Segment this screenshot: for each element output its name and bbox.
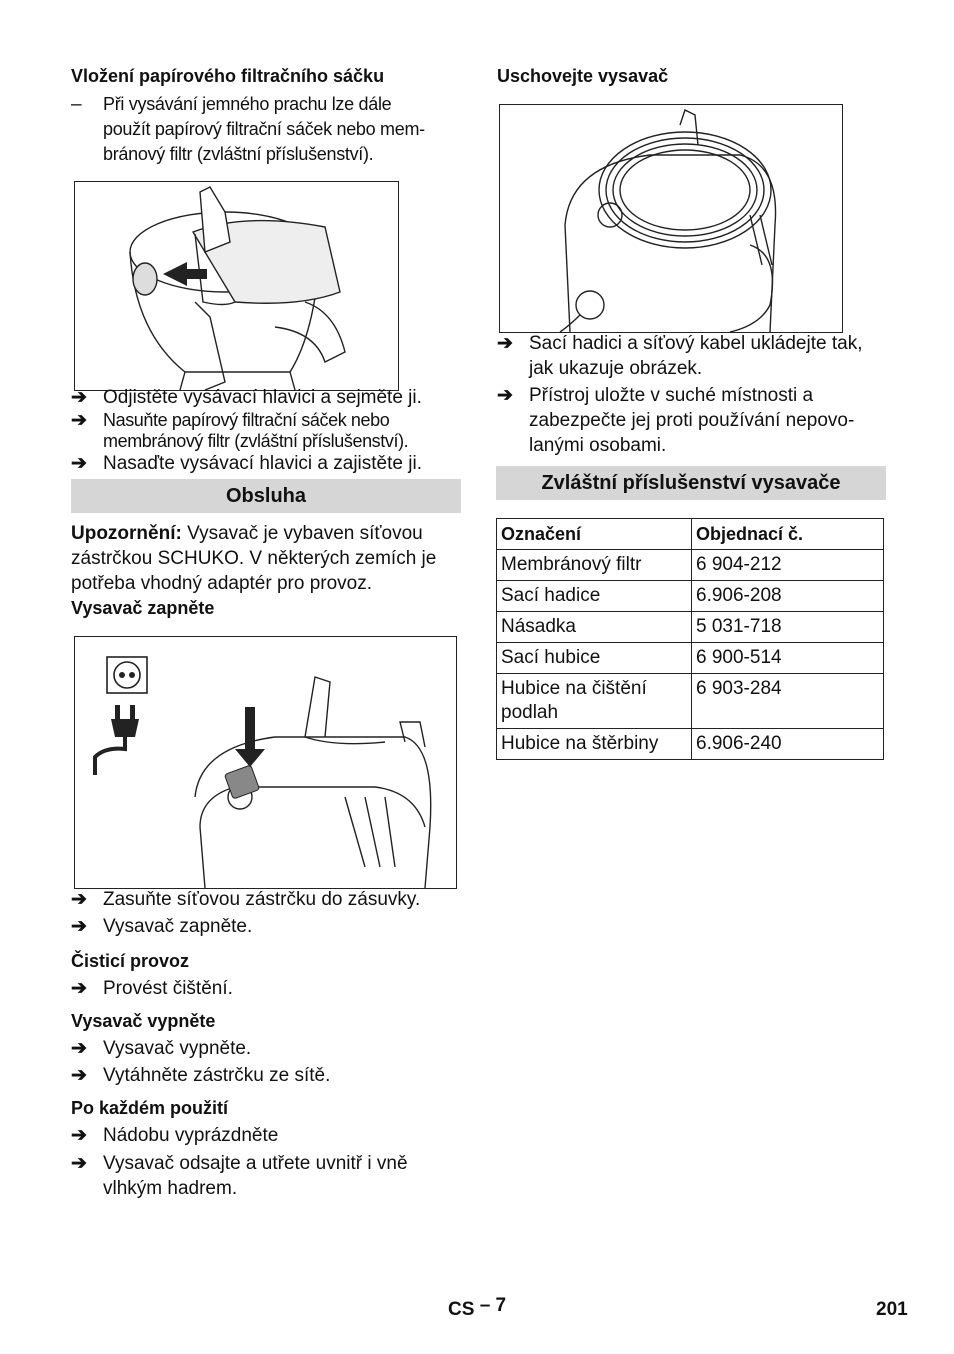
table-row xyxy=(497,612,884,643)
table-cell: Hubice na štěrbiny xyxy=(497,729,692,760)
table-cell: Hubice na čištění podlah xyxy=(497,674,692,729)
step-unplug: ➔ Vytáhněte zástrčku ze sítě. xyxy=(71,1065,331,1086)
step-insert-bag: ➔ Nasuňte papírový filtrační sáček nebo membránový filtr (zvláštní příslušenství). xyxy=(71,410,409,451)
section-band-operation: Obsluha xyxy=(71,479,461,513)
step-store-dry: ➔ Přístroj uložte v suché místnosti a zabezpečte jej proti používání nepovo- lanými osobami. xyxy=(497,385,855,456)
heading-after-use: Po každém použití xyxy=(71,1098,229,1118)
table-cell: Sací hadice xyxy=(497,581,692,612)
table-cell: Násadka xyxy=(497,612,692,643)
arrow-icon: ➔ xyxy=(71,1038,87,1059)
dash-bullet: – xyxy=(71,94,82,115)
step-empty-container: ➔ Nádobu vyprázdněte xyxy=(71,1125,279,1146)
arrow-icon: ➔ xyxy=(71,387,87,408)
arrow-icon: ➔ xyxy=(497,385,513,406)
switch-on-illustration xyxy=(75,637,456,888)
arrow-icon: ➔ xyxy=(71,1125,87,1146)
table-header-row xyxy=(497,519,884,550)
step-clean: ➔ Provést čištění. xyxy=(71,978,233,999)
table-cell: 6.906-208 xyxy=(692,581,884,612)
arrow-icon: ➔ xyxy=(497,333,513,354)
storage-illustration xyxy=(500,105,842,332)
arrow-icon: ➔ xyxy=(71,1065,87,1086)
table-cell: 6 904-212 xyxy=(692,550,884,581)
step-switch-off: ➔ Vysavač vypněte. xyxy=(71,1038,252,1059)
note-schuko: Upozornění: Vysavač je vybaven síťovou zástrčkou SCHUKO. V některých zemích je potřeba vhodný adaptér pro provoz. xyxy=(71,523,437,594)
heading-cleaning: Čisticí provoz xyxy=(71,951,190,971)
column-header: Označení xyxy=(497,519,692,550)
filter-bag-illustration xyxy=(75,182,398,390)
plug-icon xyxy=(95,705,139,775)
arrow-icon: ➔ xyxy=(71,916,87,937)
column-header: Objednací č. xyxy=(692,519,884,550)
footer-language-page: CS – 7 xyxy=(448,1295,507,1320)
table-row xyxy=(497,550,884,581)
step-wipe: ➔ Vysavač odsajte a utřete uvnitř i vně vlhkým hadrem. xyxy=(71,1153,408,1199)
heading-switch-on: Vysavač zapněte xyxy=(71,598,215,618)
footer-page-number: 201 xyxy=(876,1299,908,1320)
step-store-hose: ➔ Sací hadici a síťový kabel ukládejte tak, jak ukazuje obrázek. xyxy=(497,333,863,379)
table-row xyxy=(497,581,884,612)
heading-storage: Uschovejte vysavač xyxy=(497,66,669,86)
table-row xyxy=(497,674,884,729)
table-cell: Membránový filtr xyxy=(497,550,692,581)
table-cell: 6 900-514 xyxy=(692,643,884,674)
arrow-icon: ➔ xyxy=(71,410,87,431)
step-remove-head: ➔ Odjistěte vysávací hlavici a sejměte ji. xyxy=(71,387,422,408)
table-row xyxy=(497,729,884,760)
section-heading-paper-bag: Vložení papírového filtračního sáčku xyxy=(71,66,385,86)
arrow-icon: ➔ xyxy=(71,453,87,474)
press-arrow-icon xyxy=(235,707,265,767)
section-band-accessories: Zvláštní příslušenství vysavače xyxy=(496,466,886,500)
figure-filter-bag xyxy=(74,181,399,391)
arrow-icon: ➔ xyxy=(71,1153,87,1174)
table-row xyxy=(497,643,884,674)
arrow-icon: ➔ xyxy=(71,889,87,910)
table-cell: 5 031-718 xyxy=(692,612,884,643)
table-cell: 6 903-284 xyxy=(692,674,884,729)
step-switch-on: ➔ Vysavač zapněte. xyxy=(71,916,253,937)
accessories-table xyxy=(496,518,884,760)
step-attach-head: ➔ Nasaďte vysávací hlavici a zajistěte ji. xyxy=(71,453,422,474)
figure-storage xyxy=(499,104,843,333)
figure-switch-on xyxy=(74,636,457,889)
heading-switch-off: Vysavač vypněte xyxy=(71,1011,216,1031)
table-cell: 6.906-240 xyxy=(692,729,884,760)
arrow-icon: ➔ xyxy=(71,978,87,999)
table-cell: Sací hubice xyxy=(497,643,692,674)
step-plug-in: ➔ Zasuňte síťovou zástrčku do zásuvky. xyxy=(71,889,421,910)
paper-bag-intro: Při vysávání jemného prachu lze dále použít papírový filtrační sáček nebo mem- bránový filtr (zvláštní příslušenství). xyxy=(103,94,425,164)
